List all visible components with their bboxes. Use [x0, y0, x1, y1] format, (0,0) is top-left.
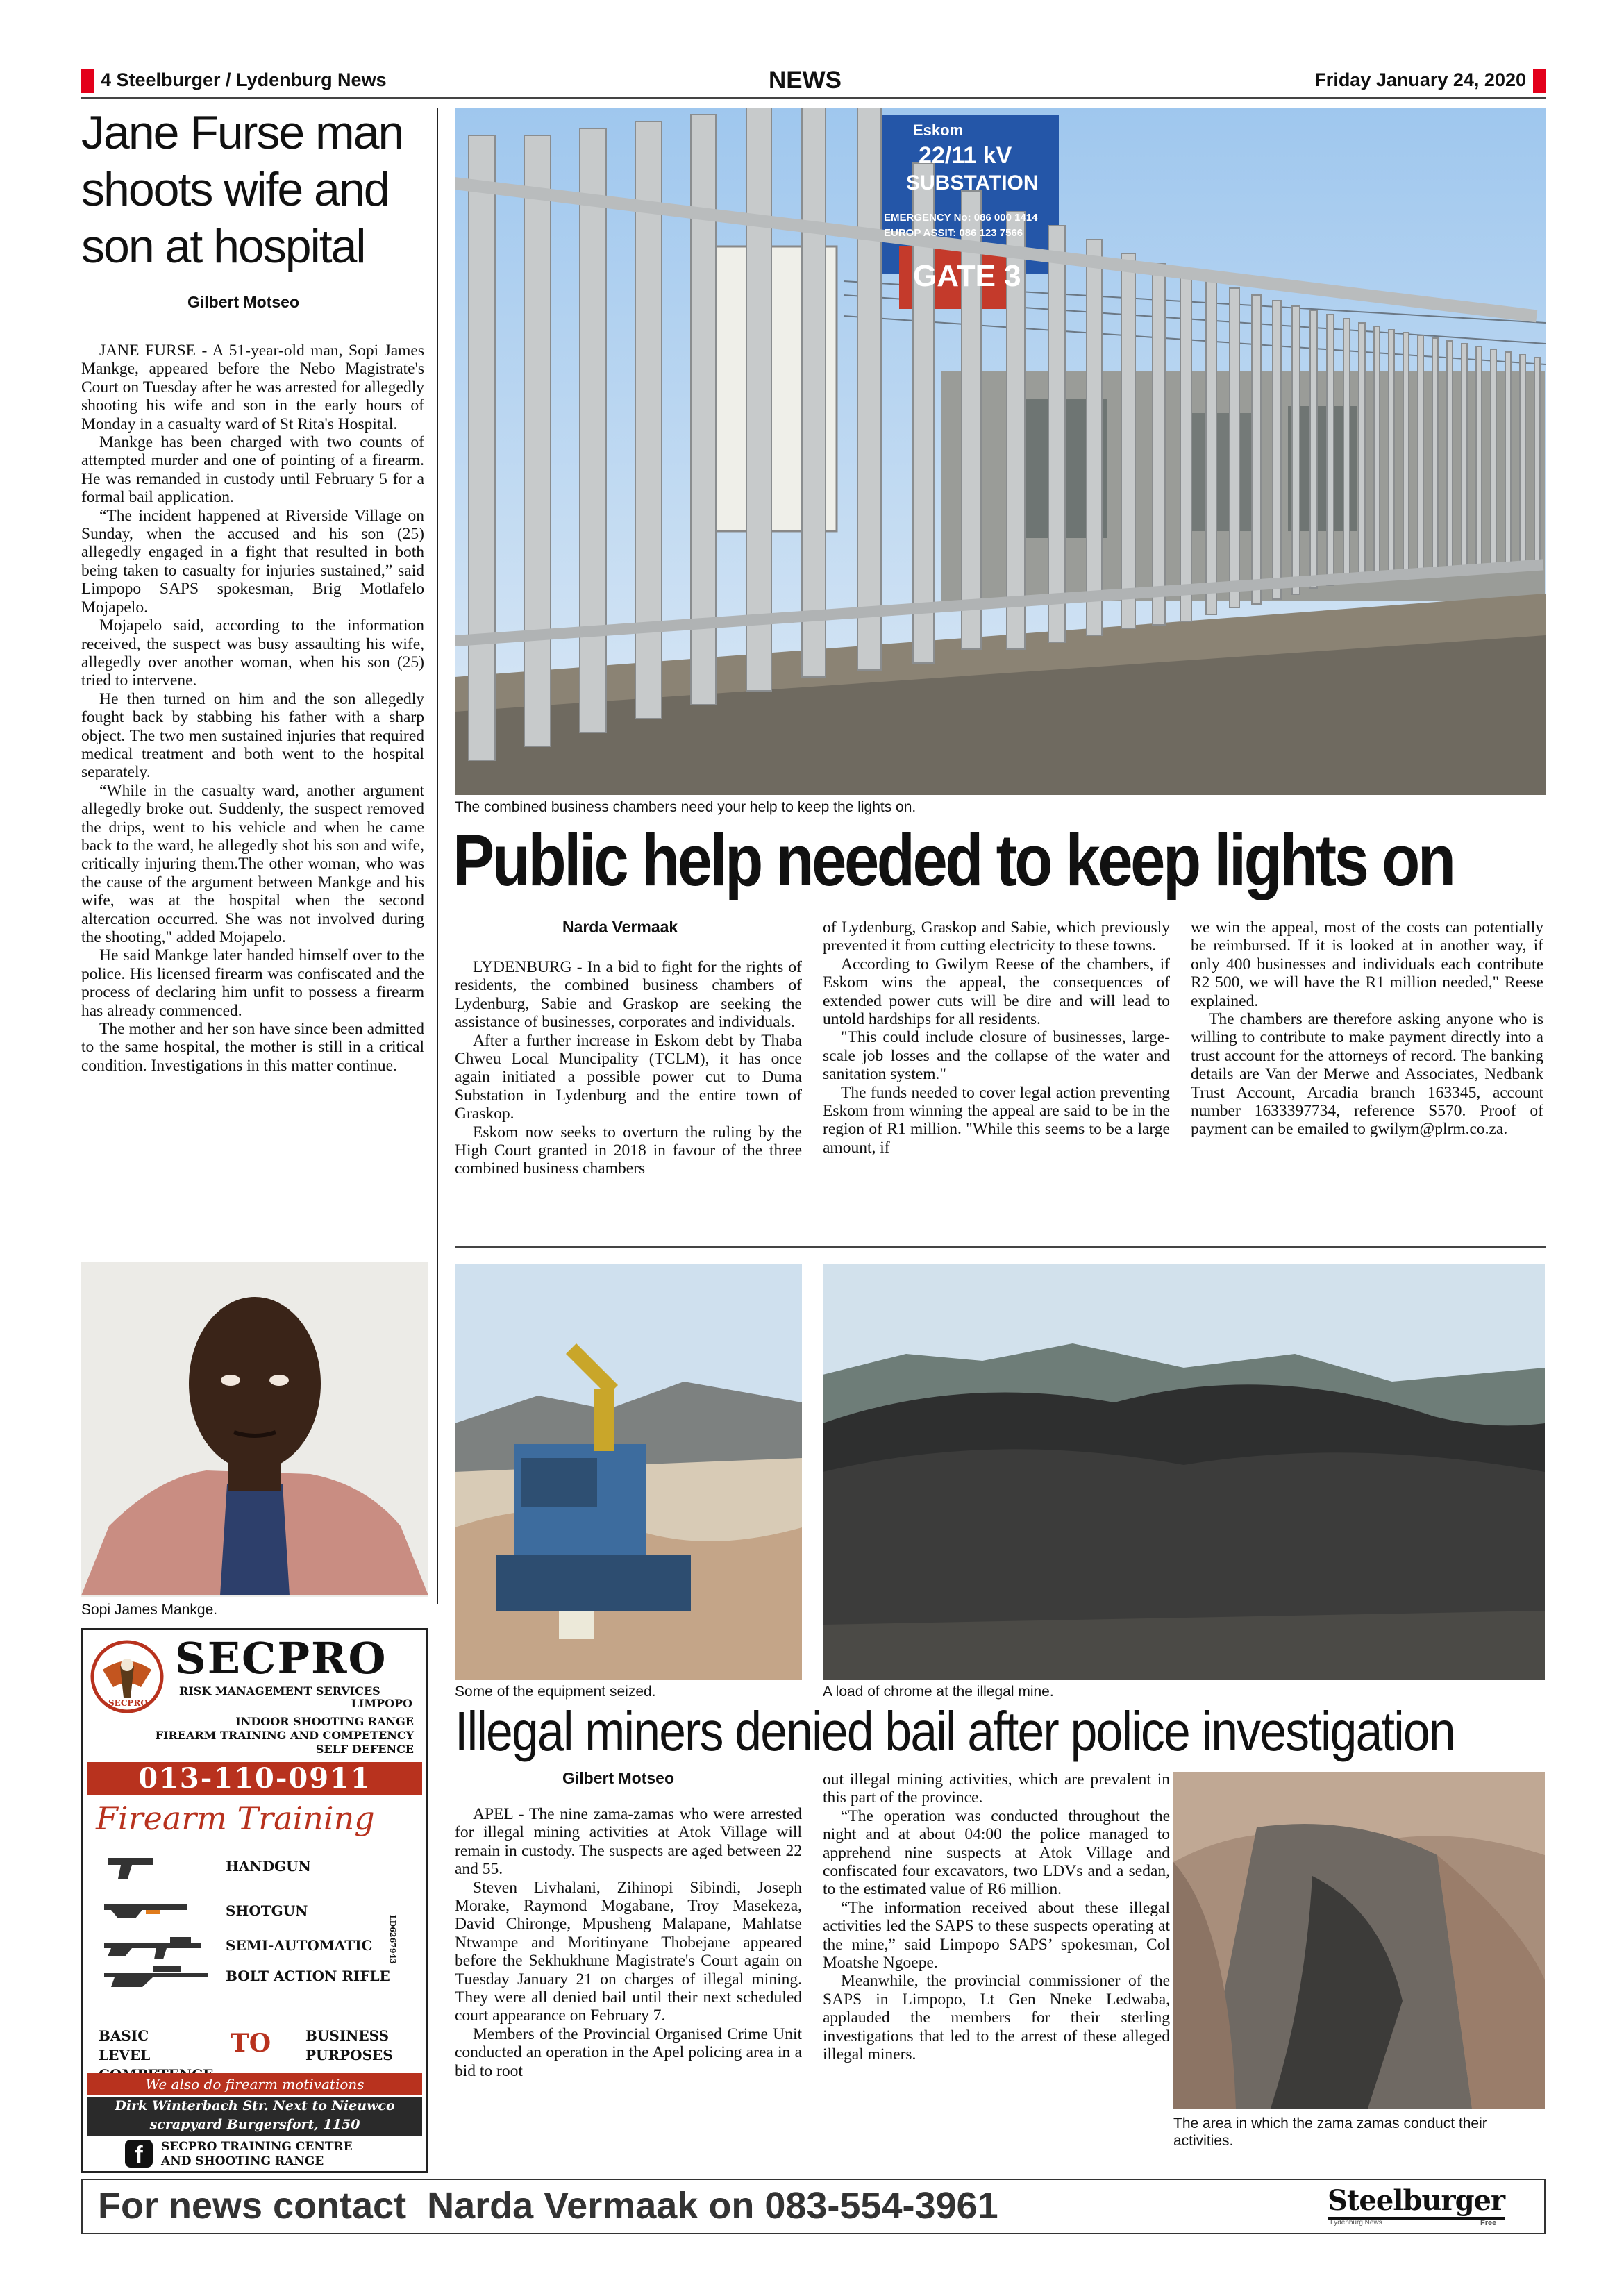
paragraph: The chambers are therefore asking anyone who is willing to contribute to make payment directly into a trust account for the attorneys of record. The banking details are Van der Merwe and Associates, Nedbank Trust Account, Arcadia branch 163345, account number 1633397734, reference S570. Proof of payment can be emailed to gwilym@plrm.co.za. [1191, 1010, 1543, 1139]
paragraph: “The incident happened at Riverside Village on Sunday, when the accused and his son (25) allegedly engaged in a fight that resulted in both being taken to casualty for injuries sustained,” said Limpopo SAPS spokesman, Brig Motlafelo Mojapelo. [81, 506, 424, 617]
secpro-advert [81, 1628, 428, 2173]
sign-emergency: EMERGENCY No: 086 000 1414 [884, 212, 1038, 224]
secpro-line2: FIREARM TRAINING AND COMPETENCY [155, 1729, 414, 1742]
paragraph: According to Gwilym Reese of the chambers, if Eskom wins the appeal, the consequences of extended power cuts will be dire and will lead to untold hardships for all residents. [823, 955, 1170, 1029]
secpro-phone: 013-110-0911 [138, 1762, 371, 1795]
steelburger-logo-wordmark: Steelburger [1328, 2184, 1505, 2220]
secpro-subtitle-region: LIMPOPO [351, 1697, 412, 1710]
address-line1: Dirk Winterbach Str. Next to Nieuwco [115, 2098, 395, 2113]
facebook-icon: f [125, 2140, 153, 2168]
header-date: Friday January 24, 2020 [1314, 69, 1526, 90]
bolt-action-rifle-icon [104, 1963, 215, 1991]
excavator-image [455, 1264, 802, 1680]
portrait-caption: Sopi James Mankge. [81, 1602, 218, 1618]
basic-level-block: BASIC LEVEL [99, 2027, 151, 2063]
facebook-line1: SECPRO TRAINING CENTRE [161, 2140, 353, 2154]
story1-body [81, 342, 424, 1075]
chrome-pile-image [823, 1264, 1545, 1680]
paragraph: After a further increase in Eskom debt by Thaba Chweu Local Muncipality (TCLM), it has once again initiated a possible power cut to Duma Substation in Lydenburg and the entire town of Graskop. [455, 1031, 802, 1123]
facebook-block [125, 2138, 417, 2170]
steelburger-logo [1328, 2184, 1529, 2229]
mine-area-image [1173, 1772, 1545, 2109]
paragraph: APEL - The nine zama-zamas who were arrested for illegal mining activities at Atok Village will remain in custody. The suspects are aged between 22 and 55. [455, 1805, 802, 1879]
address-line2: scrapyard Burgersfort, 1150 [149, 2117, 360, 2132]
business-purposes-block: BUSINESS PURPOSES [305, 2027, 393, 2063]
sign-brand: Eskom [913, 121, 964, 139]
steelburger-logo-tag: Free [1480, 2219, 1497, 2227]
secpro-logo-ring-text: SECPRO [108, 1698, 148, 1708]
paragraph: Steven Livhalani, Zihinopi Sibindi, Joseph Morake, Raymond Mogabane, Troy Masekeza, David Chironge, Mpusheng Malapane, Mahlatse Ntwampe and Moritinyane Thobejane appeared before the Sekhukhune Magistrate's Court again on Tuesday January 21 on charges of illegal mining. They were all denied bail until their next scheduled court appearance on February 7. [455, 1878, 802, 2025]
motivations-text: We also do firearm motivations [145, 2076, 365, 2093]
secpro-line3: SELF DEFENCE [315, 1743, 414, 1756]
paragraph: Meanwhile, the provincial commissioner of the SAPS in Limpopo, Lt Gen Nneke Ledwaba, applauded the members for their sterling investigations that led to the arrest of these alleged illegal miners. [823, 1972, 1170, 2064]
excavator-caption: Some of the equipment seized. [455, 1684, 656, 1700]
gun-item-shotgun: SHOTGUN [226, 1902, 308, 1919]
header-left-marker [81, 69, 94, 93]
paragraph: Eskom now seeks to overturn the ruling by the High Court granted in 2018 in favour of the three combined business chambers [455, 1123, 802, 1178]
header-publication: 4 Steelburger / Lydenburg News [101, 69, 387, 90]
sign-gate: GATE 3 [913, 259, 1021, 293]
substation-photo [455, 108, 1546, 795]
story1-headline: Jane Furse man shoots wife and son at hospital [81, 106, 403, 273]
sign-voltage: 22/11 kV [919, 142, 1012, 169]
chrome-photo [823, 1264, 1545, 1680]
paragraph: The funds needed to cover legal action preventing Eskom from winning the appeal are said to be in the region of R1 million. "While this seems to be a large amount, if [823, 1083, 1170, 1157]
column-divider [437, 108, 438, 1604]
mine-area-caption: The area in which the zama zamas conduct their activities. [1173, 2115, 1487, 2149]
substation-caption: The combined business chambers need your help to keep the lights on. [455, 799, 916, 815]
paragraph: He then turned on him and the son allegedly fought back by stabbing his father with a sharp object. The two men sustained injuries that required medical treatment and both went to the hospital separately. [81, 689, 424, 782]
gun-item-semi-automatic: SEMI-AUTOMATIC [226, 1937, 373, 1954]
mine-area-photo [1173, 1772, 1545, 2109]
handgun-icon [104, 1852, 160, 1880]
paragraph: Mojapelo said, according to the information received, the suspect was busy assaulting his wife, allegedly over another woman, when his son (25) tried to intervene. [81, 617, 424, 690]
paragraph: of Lydenburg, Graskop and Sabie, which previously prevented it from cutting electricity to these towns. [823, 919, 1170, 955]
gun-item-handgun: HANDGUN [226, 1858, 311, 1875]
story3-headline: Illegal miners denied bail after police investigation [455, 1700, 1455, 1762]
steelburger-logo-subtitle: Lydenburg News [1330, 2219, 1382, 2227]
excavator-photo [455, 1264, 802, 1680]
secpro-name: SECPRO [175, 1633, 387, 1684]
paragraph: “The operation was conducted throughout the night and at about 04:00 the police managed to apprehend nine suspects at Atok Village and confiscated four excavators, two LDVs and a sedan, to the estimated value of R6 million. [823, 1807, 1170, 1899]
footer-contact: For news contact Narda Vermaak on 083-554-3961 [98, 2185, 998, 2227]
chrome-caption: A load of chrome at the illegal mine. [823, 1684, 1054, 1700]
story2-byline: Narda Vermaak [562, 918, 678, 936]
story3-byline: Gilbert Motseo [562, 1769, 675, 1787]
story2-column-3 [1191, 919, 1543, 1139]
header-right-marker [1533, 69, 1546, 93]
gun-item-bolt-action: BOLT ACTION RIFLE [226, 1968, 390, 1984]
paragraph: out illegal mining activities, which are prevalent in this part of the province. [823, 1770, 1170, 1807]
paragraph: The mother and her son have since been admitted to the same hospital, the mother is still in a critical condition. Investigations in this matter continue. [81, 1020, 424, 1075]
facebook-line2: AND SHOOTING RANGE [161, 2154, 324, 2168]
portrait-photo [81, 1262, 428, 1597]
sign-substation: SUBSTATION [906, 171, 1039, 194]
story3-column-2 [823, 1770, 1170, 2064]
motivations-bar [87, 2073, 422, 2095]
substation-image [455, 108, 1546, 795]
paragraph: “The information received about these illegal activities led the SAPS to these suspects operating at the mine,” said Limpopo SAPS’ spokesman, Col Moatshe Ngoepe. [823, 1898, 1170, 1972]
paragraph: "This could include closure of businesses, large-scale job losses and the collapse of the water and sanitation system." [823, 1028, 1170, 1084]
ad-reference: LD6267943 [388, 1915, 397, 1964]
story2-column-2 [823, 919, 1170, 1157]
paragraph: “While in the casualty ward, another argument allegedly broke out. Suddenly, the suspect removed the drips, went to his vehicle and when he came back to the ward, he allegedly shot his son and wife, critically injuring them.The other woman, who was the cause of the argument between Mankge and his wife, was at the hospital when the second altercation occurred. She was not involved during the shooting," added Mojapelo. [81, 781, 424, 946]
paragraph: we win the appeal, most of the costs can potentially be reimbursed. If it is looked at in another way, if only 400 businesses and individuals each contribute R2 500, we will have the R1 million needed," Reese explained. [1191, 919, 1543, 1010]
gun-list [104, 1852, 410, 2026]
story3-column-1 [455, 1805, 802, 2080]
paragraph: LYDENBURG - In a bid to fight for the rights of residents, the combined business chambers of Lydenburg, Sabie and Graskop are seeking the assistance of businesses, corporates and individuals. [455, 958, 802, 1032]
portrait-image [81, 1262, 428, 1597]
secpro-subtitle: RISK MANAGEMENT SERVICES [179, 1684, 380, 1698]
paragraph: Mankge has been charged with two counts of attempted murder and one of pointing of a firearm. He was remanded in custody until February 5 for a formal bail application. [81, 433, 424, 507]
to-label: TO [231, 2029, 271, 2058]
story2-headline: Public help needed to keep lights on [453, 820, 1454, 901]
paragraph: He said Mankge later handed himself over to the police. His licensed firearm was confiscated and the process of declaring him unfit to possess a firearm has already commenced. [81, 946, 424, 1020]
header-rule [81, 97, 1546, 99]
header-bar [81, 67, 1546, 96]
story1-byline: Gilbert Motseo [187, 293, 300, 311]
paragraph: Members of the Provincial Organised Crime Unit conducted an operation in the Apel policing area in a bid to root [455, 2025, 802, 2080]
secpro-line1: INDOOR SHOOTING RANGE [235, 1715, 414, 1728]
shotgun-icon [104, 1897, 208, 1922]
story2-column-1 [455, 958, 802, 1178]
footer-box [81, 2179, 1546, 2234]
semi-automatic-rifle-icon [104, 1934, 215, 1962]
paragraph: JANE FURSE - A 51-year-old man, Sopi James Mankge, appeared before the Nebo Magistrate's Court on Tuesday after he was arrested for allegedly shooting his wife and son in the early hours of Monday in a casualty ward of St Rita's Hospital. [81, 342, 424, 433]
address-block [87, 2097, 422, 2136]
header-section: NEWS [769, 67, 842, 94]
secpro-logo [89, 1639, 165, 1715]
secpro-script-title: Firearm Training [96, 1800, 375, 1837]
section-divider [455, 1246, 1546, 1248]
sign-assist: EUROP ASSIT: 086 123 7566 [884, 227, 1023, 239]
secpro-phone-bar [87, 1762, 422, 1795]
